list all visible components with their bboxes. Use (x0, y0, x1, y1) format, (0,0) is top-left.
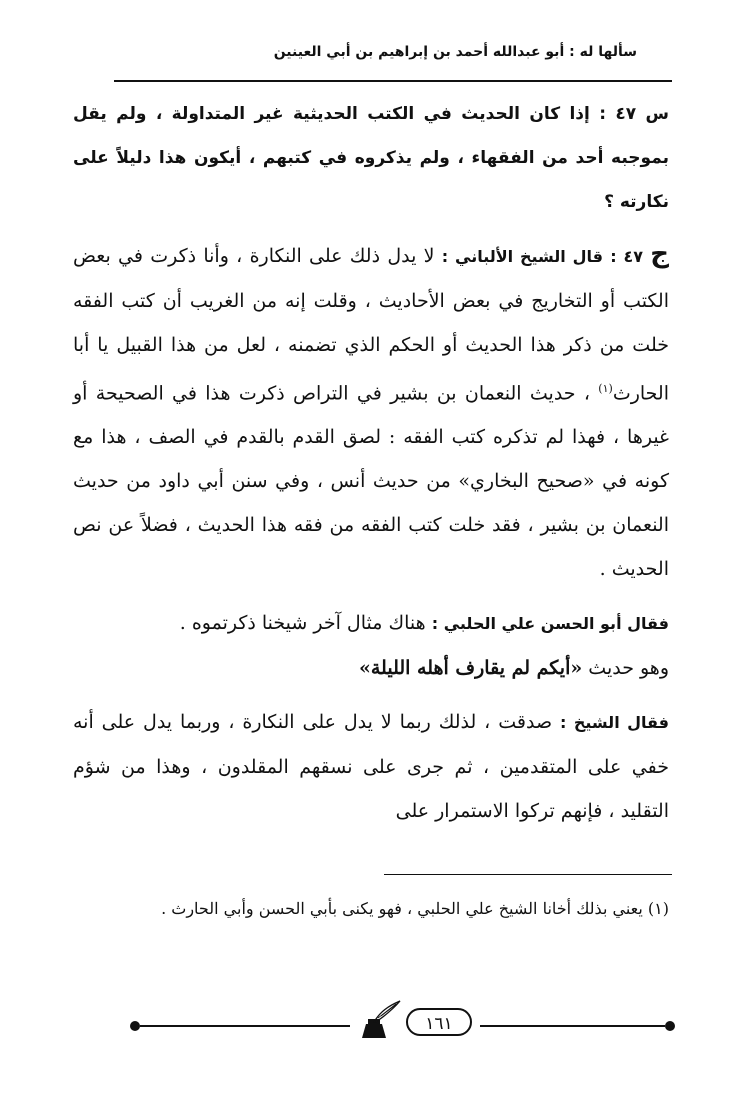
shaykh-text: صدقت ، لذلك ربما لا يدل على النكارة ، وربما يدل على أنه خفي على المتقدمين ، ثم جرى على نسقهم المقلدون ، وهذا من شؤم التقليد ، فإنهم تركوا الاستمرار على (73, 711, 669, 823)
answer-number: ٤٧ : (610, 247, 643, 266)
answer-text-part1: لا يدل ذلك على النكارة ، وأنا ذكرت في بعض الكتب أو التخاريج في بعض الأحاديث ، وقلت إنه من الغريب أن كتب الفقه خلت من ذكر هذا الحديث أو الحكم الذي تضمنه ، لعل من هذا القبيل يا أبا الحارث (73, 245, 669, 405)
halabi-speaker: فقال أبو الحسن علي الحلبي : (431, 614, 669, 634)
answer-text-part2: ، حديث النعمان بن بشير في التراص ذكرت هذا في الصحيحة أو غيرها ، فهذا لم تذكره كتب الفقه : لصق القدم بالقدم في الصف ، هذا مع كونه في «صحيح البخاري» من حديث أنس ، وفي سنن أبي داود من حديث النعمان بن بشير ، فقد خلت كتب الفقه من فقه هذا الحديث ، فضلاً عن نص الحديث . (73, 382, 669, 581)
question-paragraph: س ٤٧ : إذا كان الحديث في الكتب الحديثية غير المتداولة ، ولم يقل بموجبه أحد من الفقهاء ، ولم يذكروه في كتبهم ، أيكون هذا دليلاً على نكارته ؟ (73, 104, 670, 212)
shaykh-paragraph (73, 700, 669, 833)
footer-line-left (140, 1025, 350, 1027)
footer-dot-right (665, 1021, 675, 1031)
halabi-paragraph (73, 601, 669, 690)
hadith-title: «أيكم لم يقارف أهله الليلة» (358, 657, 583, 680)
answer-speaker: قال الشيخ الألباني : (441, 247, 603, 266)
inkwell-quill-icon (356, 1000, 402, 1040)
footnote-reference[interactable]: (١) (598, 382, 613, 395)
footnote: (١) يعني بذلك أخانا الشيخ علي الحلبي ، فهو يكنى بأبي الحسن وأبي الحارث . (161, 899, 669, 918)
header-divider (114, 80, 672, 82)
running-header: سألها له : أبو عبدالله أحمد بن إبراهيم بن أبي العينين (273, 44, 637, 60)
footer-line-right (480, 1025, 665, 1027)
page-number: ١٦١ (406, 1008, 472, 1036)
main-text (73, 232, 669, 833)
halabi-line2-prefix: وهو حديث (588, 657, 669, 680)
halabi-text: هناك مثال آخر شيخنا ذكرتموه . (179, 612, 426, 635)
answer-paragraph (73, 232, 669, 591)
answer-letter: ج (650, 239, 670, 269)
page-footer (130, 1006, 675, 1046)
footer-dot-left (130, 1021, 140, 1031)
footnote-divider (384, 874, 672, 875)
shaykh-speaker: فقال الشيخ : (560, 713, 669, 733)
